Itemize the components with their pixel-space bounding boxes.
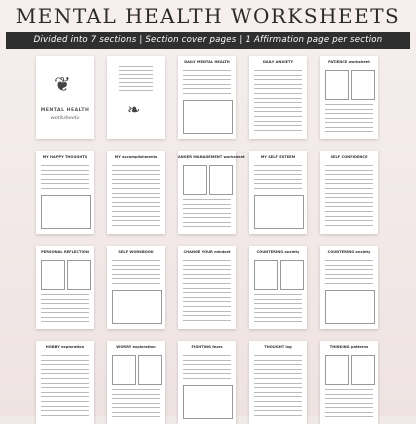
- worksheet-title: COUNTERING anxiety: [327, 250, 371, 254]
- worksheet-thumbnail: [36, 246, 94, 329]
- text-line: [183, 369, 231, 370]
- text-line: [254, 170, 302, 171]
- text-line: [254, 303, 302, 304]
- section-box: [41, 260, 65, 290]
- text-line: [325, 278, 373, 279]
- text-line: [254, 387, 302, 388]
- text-line: [183, 260, 231, 261]
- text-line: [183, 204, 231, 205]
- text-line: [183, 79, 231, 80]
- text-line: [41, 312, 89, 313]
- text-line: [183, 274, 231, 275]
- text-line: [112, 278, 160, 279]
- text-line: [254, 364, 302, 365]
- worksheet-thumbnail: [107, 246, 165, 329]
- text-line: [254, 312, 302, 313]
- text-line: [254, 98, 302, 99]
- text-line: [325, 274, 373, 275]
- text-line: [254, 360, 302, 361]
- text-line: [183, 75, 231, 76]
- section-box: [183, 100, 233, 134]
- text-line: [41, 387, 89, 388]
- text-line: [325, 216, 373, 217]
- text-line: [112, 220, 160, 221]
- worksheet-title: THINKING patterns: [329, 345, 369, 349]
- text-line: [41, 392, 89, 393]
- text-line: [254, 121, 302, 122]
- text-line: [325, 260, 373, 261]
- text-line: [183, 213, 231, 214]
- text-line: [325, 165, 373, 166]
- text-line: [325, 265, 373, 266]
- text-line: [41, 317, 89, 318]
- text-line: [112, 206, 160, 207]
- worksheet-title: MY accomplishments: [114, 155, 158, 159]
- text-line: [254, 415, 302, 416]
- text-line: [183, 364, 231, 365]
- worksheet-thumbnail: [178, 151, 245, 234]
- text-line: [41, 165, 89, 166]
- text-line: [254, 79, 302, 80]
- text-line: [41, 410, 89, 411]
- text-line: [325, 131, 373, 132]
- text-line: [112, 179, 160, 180]
- section-box: [138, 355, 162, 385]
- text-line: [325, 118, 373, 119]
- worksheet-title: ANGER MANAGEMENT worksheet: [178, 155, 245, 159]
- worksheet-thumbnail: [320, 151, 378, 234]
- text-line: [119, 66, 153, 67]
- text-line: [325, 416, 373, 417]
- text-line: [112, 265, 160, 266]
- text-line: [254, 111, 302, 112]
- text-line: [41, 321, 89, 322]
- text-line: [41, 378, 89, 379]
- worksheet-thumbnail: [178, 56, 236, 139]
- text-line: [254, 93, 302, 94]
- text-line: [254, 369, 302, 370]
- text-line: [183, 93, 231, 94]
- text-line: [325, 407, 373, 408]
- text-line: [325, 412, 373, 413]
- text-line: [254, 410, 302, 411]
- worksheet-title: DAILY MENTAL HEALTH: [184, 60, 230, 64]
- text-line: [112, 183, 160, 184]
- worksheet-title: FIGHTING fears: [191, 345, 223, 349]
- text-line: [254, 355, 302, 356]
- text-line: [325, 394, 373, 395]
- text-line: [112, 403, 160, 404]
- text-line: [325, 220, 373, 221]
- text-line: [41, 355, 89, 356]
- section-box: [325, 355, 349, 385]
- worksheet-thumbnail: [107, 151, 165, 234]
- text-line: [254, 107, 302, 108]
- text-line: [254, 84, 302, 85]
- worksheet-title: HOBBY exploration: [45, 345, 85, 349]
- worksheet-title: PATIENCE worksheet: [328, 60, 370, 64]
- text-line: [183, 360, 231, 361]
- text-line: [183, 278, 231, 279]
- text-line: [325, 127, 373, 128]
- text-line: [254, 174, 302, 175]
- feature-banner: Divided into 7 sections | Section cover pages | 1 Affirmation page per section: [6, 32, 410, 49]
- section-box: [183, 165, 207, 195]
- text-line: [325, 170, 373, 171]
- worksheet-thumbnail: [320, 56, 378, 139]
- cover-page-thumbnail: [36, 56, 94, 139]
- text-line: [325, 109, 373, 110]
- text-line: [254, 116, 302, 117]
- worksheet-thumbnail: [249, 56, 307, 139]
- text-line: [183, 311, 231, 312]
- text-line: [112, 202, 160, 203]
- worksheet-title: SELF CONFIDENCE: [330, 155, 368, 159]
- worksheet-title: MY HAPPY THOUGHTS: [42, 155, 88, 159]
- text-line: [254, 88, 302, 89]
- worksheet-title: THOUGHT log: [264, 345, 292, 349]
- text-line: [183, 88, 231, 89]
- text-line: [41, 170, 89, 171]
- section-box: [112, 355, 136, 385]
- text-line: [325, 188, 373, 189]
- text-line: [183, 292, 231, 293]
- text-line: [183, 301, 231, 302]
- leaf-icon: ❧: [127, 100, 141, 119]
- text-line: [254, 70, 302, 71]
- text-line: [254, 299, 302, 300]
- section-box: [351, 355, 375, 385]
- text-line: [119, 86, 153, 87]
- text-line: [183, 84, 231, 85]
- text-line: [183, 226, 231, 227]
- worksheet-thumbnail: [107, 341, 165, 424]
- text-line: [183, 222, 231, 223]
- text-line: [183, 217, 231, 218]
- text-line: [325, 403, 373, 404]
- worksheet-title: DAILY ANXIETY: [262, 60, 294, 64]
- text-line: [41, 396, 89, 397]
- text-line: [41, 179, 89, 180]
- text-line: [254, 317, 302, 318]
- section-box: [325, 70, 349, 100]
- text-line: [254, 130, 302, 131]
- text-line: [112, 274, 160, 275]
- section-box: [254, 260, 278, 290]
- text-line: [41, 415, 89, 416]
- text-line: [254, 179, 302, 180]
- text-line: [325, 389, 373, 390]
- text-line: [183, 315, 231, 316]
- section-box: [41, 195, 91, 229]
- wreath-icon: ❦: [54, 72, 71, 96]
- text-line: [183, 265, 231, 266]
- text-line: [325, 113, 373, 114]
- section-box: [254, 195, 304, 229]
- text-line: [41, 308, 89, 309]
- text-line: [112, 211, 160, 212]
- text-line: [112, 269, 160, 270]
- text-line: [254, 396, 302, 397]
- text-line: [325, 225, 373, 226]
- text-line: [325, 193, 373, 194]
- text-line: [183, 355, 231, 356]
- worksheet-thumbnail: [36, 151, 94, 234]
- text-line: [183, 283, 231, 284]
- section-box: [325, 290, 375, 324]
- text-line: [41, 183, 89, 184]
- text-line: [254, 125, 302, 126]
- text-line: [41, 373, 89, 374]
- text-line: [112, 394, 160, 395]
- text-line: [119, 78, 153, 79]
- text-line: [325, 206, 373, 207]
- text-line: [41, 294, 89, 295]
- text-line: [183, 288, 231, 289]
- text-line: [41, 188, 89, 189]
- text-line: [112, 283, 160, 284]
- text-line: [112, 174, 160, 175]
- section-box: [183, 385, 233, 419]
- text-line: [112, 389, 160, 390]
- text-line: [41, 360, 89, 361]
- text-line: [41, 369, 89, 370]
- text-line: [112, 407, 160, 408]
- text-line: [254, 378, 302, 379]
- text-line: [112, 398, 160, 399]
- text-line: [41, 364, 89, 365]
- text-line: [183, 297, 231, 298]
- text-line: [254, 392, 302, 393]
- worksheet-thumbnail: [178, 341, 236, 424]
- text-line: [183, 378, 231, 379]
- cover-subtitle: worksheets: [50, 115, 80, 121]
- text-line: [254, 406, 302, 407]
- text-line: [254, 183, 302, 184]
- text-line: [183, 269, 231, 270]
- text-line: [41, 303, 89, 304]
- text-line: [183, 306, 231, 307]
- text-line: [112, 188, 160, 189]
- worksheet-thumbnail: [249, 151, 307, 234]
- text-line: [254, 294, 302, 295]
- text-line: [254, 102, 302, 103]
- text-line: [325, 122, 373, 123]
- text-line: [183, 70, 231, 71]
- text-line: [325, 197, 373, 198]
- text-line: [112, 165, 160, 166]
- text-line: [119, 74, 153, 75]
- section-box: [67, 260, 91, 290]
- text-line: [325, 211, 373, 212]
- text-line: [183, 320, 231, 321]
- worksheet-title: PERSONAL REFLECTION: [41, 250, 89, 254]
- worksheet-thumbnail: [36, 341, 94, 424]
- worksheet-thumbnail: [249, 341, 307, 424]
- section-box: [209, 165, 233, 195]
- text-line: [119, 90, 153, 91]
- text-line: [254, 188, 302, 189]
- text-line: [183, 373, 231, 374]
- text-line: [112, 197, 160, 198]
- page-title: MENTAL HEALTH WORKSHEETS: [15, 4, 401, 28]
- worksheet-thumbnail: [178, 246, 236, 329]
- text-line: [254, 308, 302, 309]
- text-line: [183, 199, 231, 200]
- text-line: [41, 383, 89, 384]
- section-box: [351, 70, 375, 100]
- text-line: [325, 202, 373, 203]
- worksheet-thumbnail: [320, 341, 378, 424]
- worksheet-grid: [36, 56, 380, 416]
- text-line: [112, 260, 160, 261]
- text-line: [254, 165, 302, 166]
- affirmation-page-thumbnail: [107, 56, 165, 139]
- cover-title: MENTAL HEALTH: [40, 108, 90, 113]
- text-line: [325, 104, 373, 105]
- text-line: [119, 82, 153, 83]
- worksheet-title: SELF WORKBOOK: [118, 250, 154, 254]
- text-line: [325, 174, 373, 175]
- text-line: [325, 179, 373, 180]
- text-line: [325, 183, 373, 184]
- text-line: [254, 321, 302, 322]
- section-box: [280, 260, 304, 290]
- text-line: [41, 401, 89, 402]
- worksheet-thumbnail: [320, 246, 378, 329]
- text-line: [112, 416, 160, 417]
- text-line: [41, 406, 89, 407]
- text-line: [254, 383, 302, 384]
- text-line: [112, 412, 160, 413]
- text-line: [112, 225, 160, 226]
- text-line: [325, 269, 373, 270]
- text-line: [112, 216, 160, 217]
- worksheet-title: COUNTERING anxiety: [256, 250, 300, 254]
- text-line: [119, 70, 153, 71]
- text-line: [254, 373, 302, 374]
- text-line: [112, 193, 160, 194]
- text-line: [41, 299, 89, 300]
- worksheet-title: MY SELF ESTEEM: [260, 155, 296, 159]
- text-line: [41, 174, 89, 175]
- section-box: [112, 290, 162, 324]
- text-line: [325, 398, 373, 399]
- worksheet-title: CHANGE YOUR mindset: [183, 250, 231, 254]
- text-line: [254, 75, 302, 76]
- worksheet-thumbnail: [249, 246, 307, 329]
- text-line: [112, 170, 160, 171]
- worksheet-title: WORRY exploration: [116, 345, 156, 349]
- text-line: [325, 283, 373, 284]
- text-line: [183, 208, 231, 209]
- text-line: [254, 401, 302, 402]
